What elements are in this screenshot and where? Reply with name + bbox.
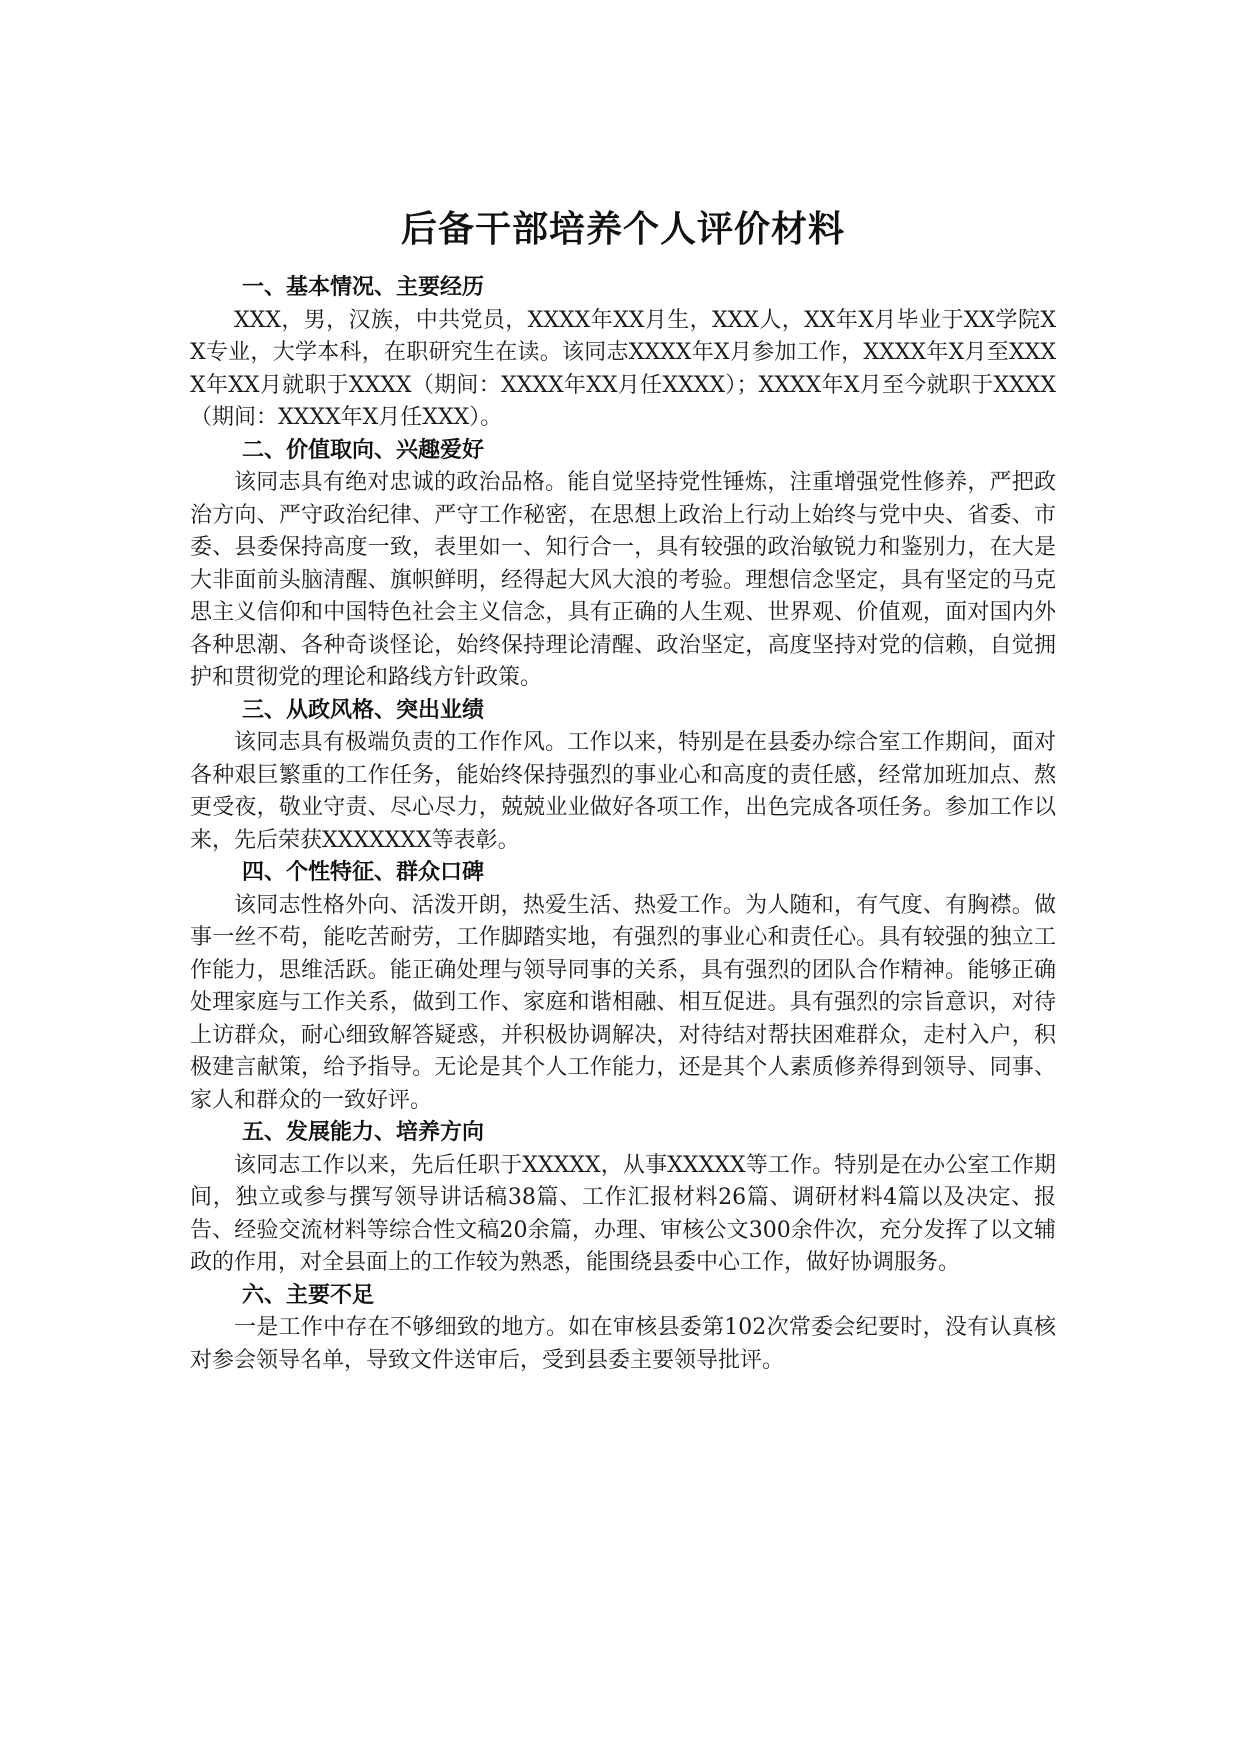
document-title: 后备干部培养个人评价材料 <box>400 209 845 250</box>
document-body <box>190 198 1056 1377</box>
section-heading-values-interests: 二、价值取向、兴趣爱好 <box>242 437 485 463</box>
section-paragraph-personality: 该同志性格外向、活泼开朗，热爱生活、热爱工作。为人随和，有气度、有胸襟。做事一丝不苟，能吃苦耐劳，工作脚踏实地，有强烈的事业心和责任心。具有较强的独立工作能力，思维活跃。能正确处理与领导同事的关系，具有强烈的团队合作精神。能够正确处理家庭与工作关系，做到工作、家庭和谐相融、相互促进。具有强烈的宗旨意识，对待上访群众，耐心细致解答疑惑，并积极协调解决，对待结对帮扶困难群众，走村入户，积极建言献策，给予指导。无论是其个人工作能力，还是其个人素质修养得到领导、同事、家人和群众的一致好评。 <box>190 892 1056 1113</box>
section-paragraph-shortcomings: 一是工作中存在不够细致的地方。如在审核县委第102次常委会纪要时，没有认真核对参会领导名单，导致文件送审后，受到县委主要领导批评。 <box>190 1315 1056 1373</box>
section-heading-shortcomings: 六、主要不足 <box>242 1282 375 1308</box>
section-paragraph-values-interests: 该同志具有绝对忠诚的政治品格。能自觉坚持党性锤炼，注重增强党性修养，严把政治方向、严守政治纪律、严守工作秘密，在思想上政治上行动上始终与党中央、省委、市委、县委保持高度一致，表里如一、知行合一，具有较强的政治敏锐力和鉴别力，在大是大非面前头脑清醒、旗帜鲜明，经得起大风大浪的考验。理想信念坚定，具有坚定的马克思主义信仰和中国特色社会主义信念，具有正确的人生观、世界观、价值观，面对国内外各种思潮、各种奇谈怪论，始终保持理论清醒、政治坚定，高度坚持对党的信赖，自觉拥护和贯彻党的理论和路线方针政策。 <box>190 470 1056 690</box>
section-paragraph-basic-info: XXX，男，汉族，中共党员，XXXX年XX月生，XXX人，XX年X月毕业于XX学院XX专业，大学本科，在职研究生在读。该同志XXXX年X月参加工作，XXXX年X月至XXXX年XX月就职于XXXX（期间：XXXX年XX月任XXXX）；XXXX年X月至今就职于XXXX（期间：XXXX年X月任XXX）。 <box>190 307 1056 430</box>
section-heading-basic-info: 一、基本情况、主要经历 <box>242 275 485 300</box>
section-heading-personality: 四、个性特征、群众口碑 <box>242 860 485 885</box>
section-heading-work-style: 三、从政风格、突出业绩 <box>242 697 485 723</box>
section-paragraph-work-style: 该同志具有极端负责的工作作风。工作以来，特别是在县委办综合室工作期间，面对各种艰巨繁重的工作任务，能始终保持强烈的事业心和高度的责任感，经常加班加点、熬更受夜，敬业守责、尽心尽力，兢兢业业做好各项工作，出色完成各项任务。参加工作以来，先后荣获XXXXXXX等表彰。 <box>190 730 1056 853</box>
section-paragraph-development: 该同志工作以来，先后任职于XXXXX，从事XXXXX等工作。特别是在办公室工作期间，独立或参与撰写领导讲话稿38篇、工作汇报材料26篇、调研材料4篇以及决定、报告、经验交流材料等综合性文稿20余篇，办理、审核公文300余件次，充分发挥了以文辅政的作用，对全县面上的工作较为熟悉，能围绕县委中心工作，做好协调服务。 <box>190 1152 1056 1275</box>
section-heading-development: 五、发展能力、培养方向 <box>242 1120 485 1145</box>
